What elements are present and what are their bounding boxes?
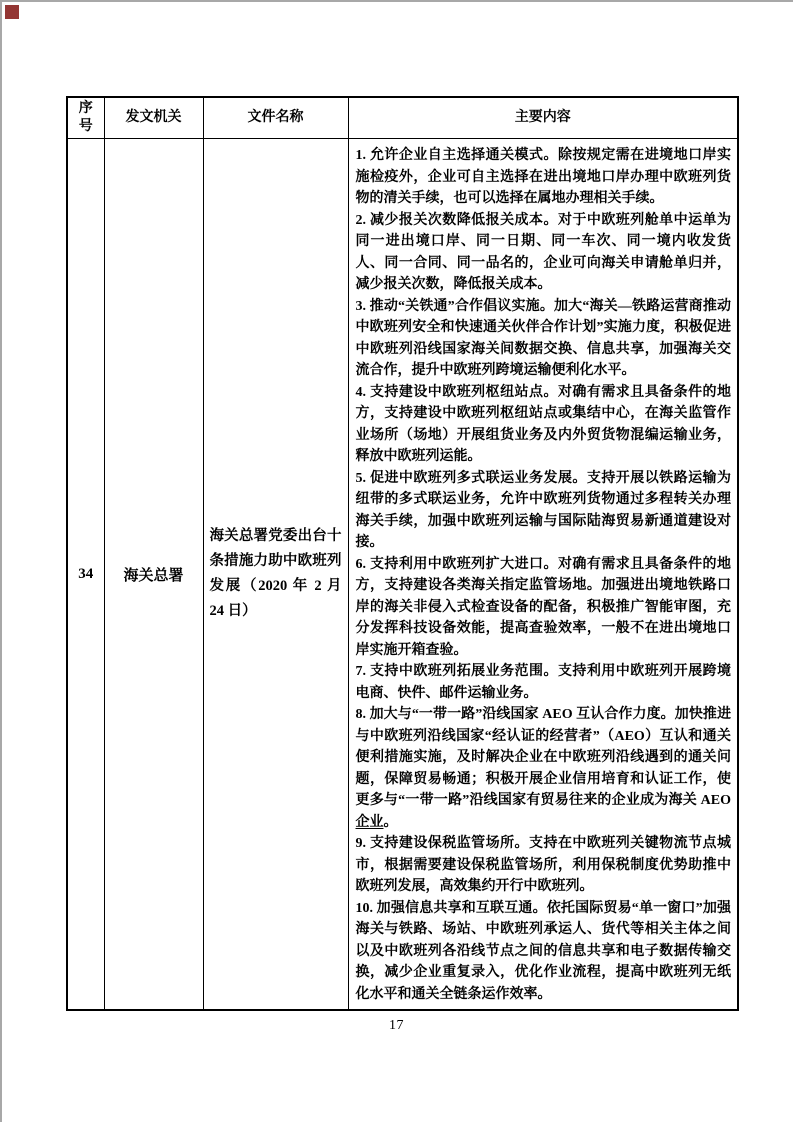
content-item: 5. 促进中欧班列多式联运业务发展。支持开展以铁路运输为纽带的多式联运业务，允许中欧班列货物通过多程转关办理海关手续，加强中欧班列运输与国际陆海贸易新通道建设对接。 [355,470,731,550]
content-item: 3. 推动“关铁通”合作倡议实施。加大“海关—铁路运营商推动中欧班列安全和快速通关伙伴合作计划”实施力度，积极促进中欧班列沿线国家海关间数据交换、信息共享，加强海关交流合作，提升中欧班列跨境运输便利化水平。 [355,298,731,378]
page-number: 17 [389,1018,404,1033]
content-item: 4. 支持建设中欧班列枢纽站点。对确有需求且具备条件的地方，支持建设中欧班列枢纽站点或集结中心，在海关监管作业场所（场地）开展组货业务及内外贸货物混编运输业务，释放中欧班列运能。 [355,384,731,464]
page-left-edge [0,0,2,1122]
table-header-row [67,97,738,139]
underlined-text: 企业 [355,814,384,830]
header-serial-number-label: 序号 [78,101,93,134]
red-corner-marker [5,5,19,19]
content-item: 8. 加大与“一带一路”沿线国家 AEO 互认合作力度。加快推进与中欧班列沿线国家“经认证的经营者”（AEO）互认和通关便利措施实施，及时解决企业在中欧班列沿线遇到的通关问题，保障贸易畅通；积极开展企业信用培育和认证工作，使更多与“一带一路”沿线国家有贸易往来的企业成为海关 AEO 企业。 [355,707,731,830]
table-row [67,139,738,1011]
content-item: 2. 减少报关次数降低报关成本。对于中欧班列舱单中运单为同一进出境口岸、同一日期、同一车次、同一境内收发货人、同一合同、同一品名的，企业可向海关申请舱单归并，减少报关次数，降低报关成本。 [355,212,731,292]
serial-number-cell: 34 [67,139,104,1011]
content-item: 7. 支持中欧班列拓展业务范围。支持利用中欧班列开展跨境电商、快件、邮件运输业务。 [355,664,731,701]
document-name-cell: 海关总署党委出台十条措施力助中欧班列发展（2020 年 2 月 24 日） [203,139,348,1011]
issuing-agency-cell: 海关总署 [104,139,203,1011]
header-issuing-agency: 发文机关 [104,97,203,139]
content-item: 1. 允许企业自主选择通关模式。除按规定需在进境地口岸实施检疫外，企业可自主选择在进出境地口岸办理中欧班列货物的清关手续，也可以选择在属地办理相关手续。 [355,148,731,206]
content-item: 6. 支持利用中欧班列扩大进口。对确有需求且具备条件的地方，支持建设各类海关指定监管场地。加强进出境地铁路口岸的海关非侵入式检查设备的配备，积极推广智能审图，充分发挥科技设备效能，提高查验效率，一般不在进出境地口岸实施开箱查验。 [355,556,731,658]
policy-table [66,96,739,1011]
page-top-edge [0,0,793,2]
content-item: 9. 支持建设保税监管场所。支持在中欧班列关键物流节点城市，根据需要建设保税监管场所，利用保税制度优势助推中欧班列发展，高效集约开行中欧班列。 [355,836,731,894]
main-content-cell [348,139,738,1011]
header-serial-number [67,97,104,139]
content-item: 10. 加强信息共享和互联互通。依托国际贸易“单一窗口”加强海关与铁路、场站、中欧班列承运人、货代等相关主体之间以及中欧班列各沿线节点之间的信息共享和电子数据传输交换，减少企业重复录入，优化作业流程，提高中欧班列无纸化水平和通关全链条运作效率。 [355,900,731,1002]
header-document-name: 文件名称 [203,97,348,139]
header-main-content: 主要内容 [348,97,738,139]
